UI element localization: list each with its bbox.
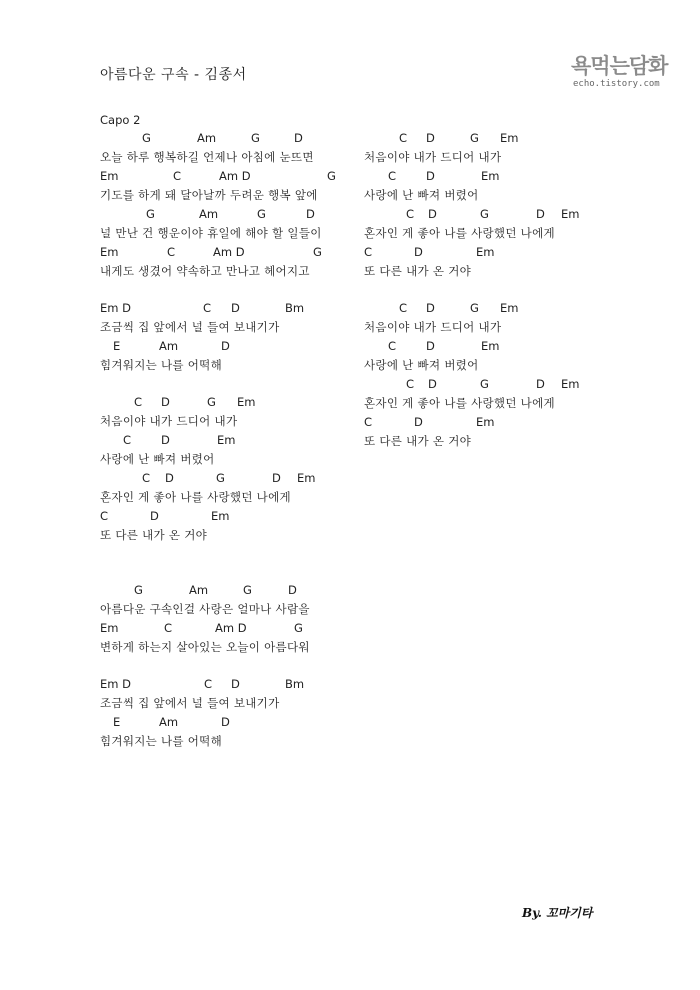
chord: G	[146, 207, 155, 221]
chord: D	[272, 471, 281, 485]
chord: Am	[199, 207, 219, 221]
chord: C	[399, 301, 408, 315]
chord: G	[480, 377, 489, 391]
chord: Am D	[213, 245, 245, 259]
chord: Bm	[285, 301, 305, 315]
lyric-line: 처음이야 내가 드디어 내가	[364, 320, 502, 334]
chord: G	[251, 131, 260, 145]
chord: C	[203, 301, 212, 315]
chord: C	[123, 433, 132, 447]
chord: G	[257, 207, 266, 221]
chord: G	[142, 131, 151, 145]
chord: D	[414, 415, 423, 429]
chord: Em	[100, 245, 119, 259]
lyric-line: 사랑에 난 빠져 버렸어	[364, 188, 479, 202]
chord: D	[306, 207, 315, 221]
chord: D	[426, 339, 435, 353]
chord: Em	[100, 621, 119, 635]
lyric-line: 사랑에 난 빠져 버렸어	[100, 452, 215, 466]
chord: D	[428, 207, 437, 221]
lyric-line: 힘겨워지는 나를 어떡해	[100, 734, 222, 748]
lyric-line: 널 만난 건 행운이야 휴일에 해야 할 일들이	[100, 226, 322, 240]
lyric-line: 사랑에 난 빠져 버렸어	[364, 358, 479, 372]
chord: G	[216, 471, 225, 485]
chord: G	[207, 395, 216, 409]
chord: Em	[481, 169, 500, 183]
chord: C	[364, 415, 373, 429]
chord: D	[426, 301, 435, 315]
lyric-line: 조금씩 집 앞에서 널 들여 보내기가	[100, 320, 280, 334]
song-title: 아름다운 구속 - 김종서	[100, 67, 247, 83]
chord: Em D	[100, 677, 131, 691]
chord: Am	[197, 131, 217, 145]
capo-note: Capo 2	[100, 113, 141, 127]
chord: C	[204, 677, 213, 691]
chord: D	[161, 395, 170, 409]
chord: Am	[189, 583, 209, 597]
chord: G	[294, 621, 303, 635]
signature: By. 꼬마기타	[522, 906, 593, 920]
chord: Em	[500, 301, 519, 315]
chord: Em	[561, 377, 580, 391]
lyric-line: 또 다른 내가 온 거야	[364, 264, 472, 278]
chord: Em	[476, 245, 495, 259]
chord: D	[288, 583, 297, 597]
chord: Em	[500, 131, 519, 145]
chord: G	[327, 169, 336, 183]
chord: Em	[211, 509, 230, 523]
chord: G	[470, 131, 479, 145]
chord: Em D	[100, 301, 131, 315]
chord: D	[221, 339, 230, 353]
chord: D	[231, 677, 240, 691]
lyric-line: 혼자인 게 좋아 나를 사랑했던 나에게	[100, 490, 291, 504]
chord: E	[113, 339, 121, 353]
lyric-line: 조금씩 집 앞에서 널 들여 보내기가	[100, 696, 280, 710]
chord: C	[173, 169, 182, 183]
chord: Am D	[215, 621, 247, 635]
chord: D	[428, 377, 437, 391]
logo-text: 욕먹는담화	[571, 54, 668, 78]
chord: C	[388, 169, 397, 183]
chord: D	[221, 715, 230, 729]
chord: C	[100, 509, 109, 523]
chord: D	[231, 301, 240, 315]
chord: D	[536, 207, 545, 221]
chord: Em	[297, 471, 316, 485]
chord: E	[113, 715, 121, 729]
chord: D	[414, 245, 423, 259]
chord: D	[150, 509, 159, 523]
chord: Em	[237, 395, 256, 409]
lyric-line: 또 다른 내가 온 거야	[364, 434, 472, 448]
chord: Bm	[285, 677, 305, 691]
chord: Em	[481, 339, 500, 353]
lyric-line: 오늘 하루 행복하길 언제나 아침에 눈뜨면	[100, 150, 314, 164]
chord: D	[294, 131, 303, 145]
chord: G	[243, 583, 252, 597]
lyric-line: 처음이야 내가 드디어 내가	[364, 150, 502, 164]
chord: G	[134, 583, 143, 597]
lyric-line: 혼자인 게 좋아 나를 사랑했던 나에게	[364, 396, 555, 410]
lyric-line: 처음이야 내가 드디어 내가	[100, 414, 238, 428]
chord: Em	[100, 169, 119, 183]
chord: C	[388, 339, 397, 353]
chord: C	[167, 245, 176, 259]
chord: D	[426, 169, 435, 183]
logo-url: echo.tistory.com	[573, 79, 660, 89]
blog-logo	[571, 50, 668, 94]
chord: D	[161, 433, 170, 447]
lyric-line: 변하게 하는지 살아있는 오늘이 아름다워	[100, 640, 310, 654]
chord: D	[536, 377, 545, 391]
chord: C	[142, 471, 151, 485]
chord: C	[406, 377, 415, 391]
lyric-line: 아름다운 구속인걸 사랑은 얼마나 사람을	[100, 602, 310, 616]
chord: C	[134, 395, 143, 409]
chord: C	[406, 207, 415, 221]
chord: Am	[159, 715, 179, 729]
chord: C	[364, 245, 373, 259]
chord: Am D	[219, 169, 251, 183]
chord: C	[164, 621, 173, 635]
chord: Am	[159, 339, 179, 353]
lyric-line: 혼자인 게 좋아 나를 사랑했던 나에게	[364, 226, 555, 240]
chord: G	[470, 301, 479, 315]
chord: Em	[217, 433, 236, 447]
chord: D	[165, 471, 174, 485]
lyric-line: 힘겨워지는 나를 어떡해	[100, 358, 222, 372]
chord: Em	[561, 207, 580, 221]
chord: Em	[476, 415, 495, 429]
chord: D	[426, 131, 435, 145]
lyric-line: 기도를 하게 돼 달아날까 두려운 행복 앞에	[100, 188, 318, 202]
chord: G	[480, 207, 489, 221]
chord: G	[313, 245, 322, 259]
lyric-line: 또 다른 내가 온 거야	[100, 528, 208, 542]
lyric-line: 내게도 생겼어 약속하고 만나고 헤어지고	[100, 264, 310, 278]
chord: C	[399, 131, 408, 145]
